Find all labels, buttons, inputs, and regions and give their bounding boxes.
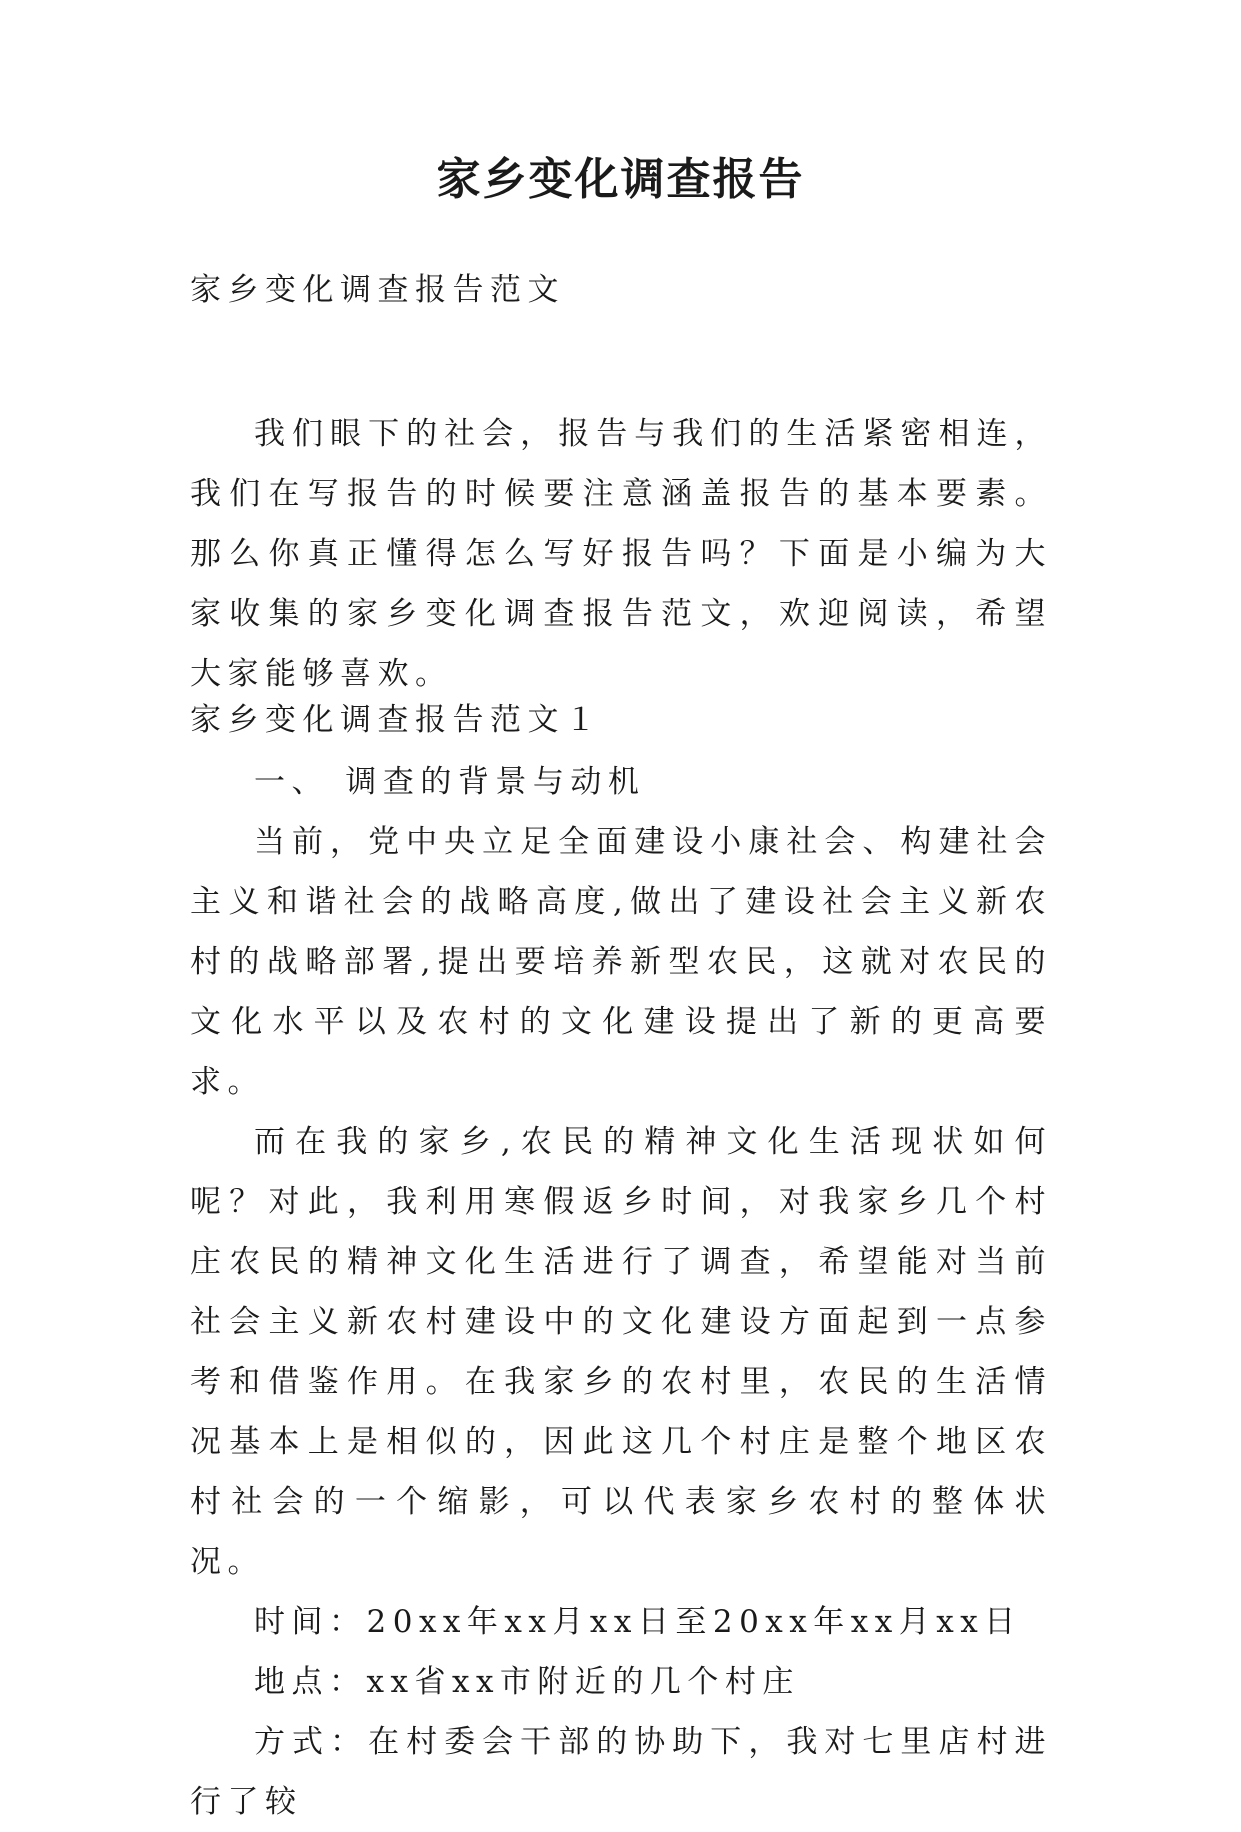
body-paragraph: 当前，党中央立足全面建设小康社会、构建社会主义和谐社会的战略高度,做出了建设社会主义新农村的战略部署,提出要培养新型农民，这就对农民的文化水平以及农村的文化建设提出了新的更高要求。	[190, 824, 1052, 1100]
section-content	[190, 752, 1052, 1832]
method-line: 方式：在村委会干部的协助下，我对七里店村进行了较	[190, 1724, 1052, 1820]
intro-paragraph: 我们眼下的社会，报告与我们的生活紧密相连，我们在写报告的时候要注意涵盖报告的基本要素。那么你真正懂得怎么写好报告吗？下面是小编为大家收集的家乡变化调查报告范文，欢迎阅读，希望大家能够喜欢。	[190, 416, 1052, 692]
section-heading: 一、 调查的背景与动机	[254, 764, 646, 800]
body-paragraph: 而在我的家乡,农民的精神文化生活现状如何呢？对此，我利用寒假返乡时间，对我家乡几个村庄农民的精神文化生活进行了调查，希望能对当前社会主义新农村建设中的文化建设方面起到一点参考和借鉴作用。在我家乡的农村里，农民的生活情况基本上是相似的，因此这几个村庄是整个地区农村社会的一个缩影，可以代表家乡农村的整体状况。	[190, 1124, 1052, 1580]
time-line: 时间：20xx年xx月xx日至20xx年xx月xx日	[254, 1604, 1022, 1640]
document-subtitle: 家乡变化调查报告范文	[190, 272, 565, 308]
location-line: 地点：xx省xx市附近的几个村庄	[254, 1664, 800, 1700]
section-title: 家乡变化调查报告范文１	[190, 702, 603, 738]
document-title: 家乡变化调查报告	[436, 154, 805, 205]
